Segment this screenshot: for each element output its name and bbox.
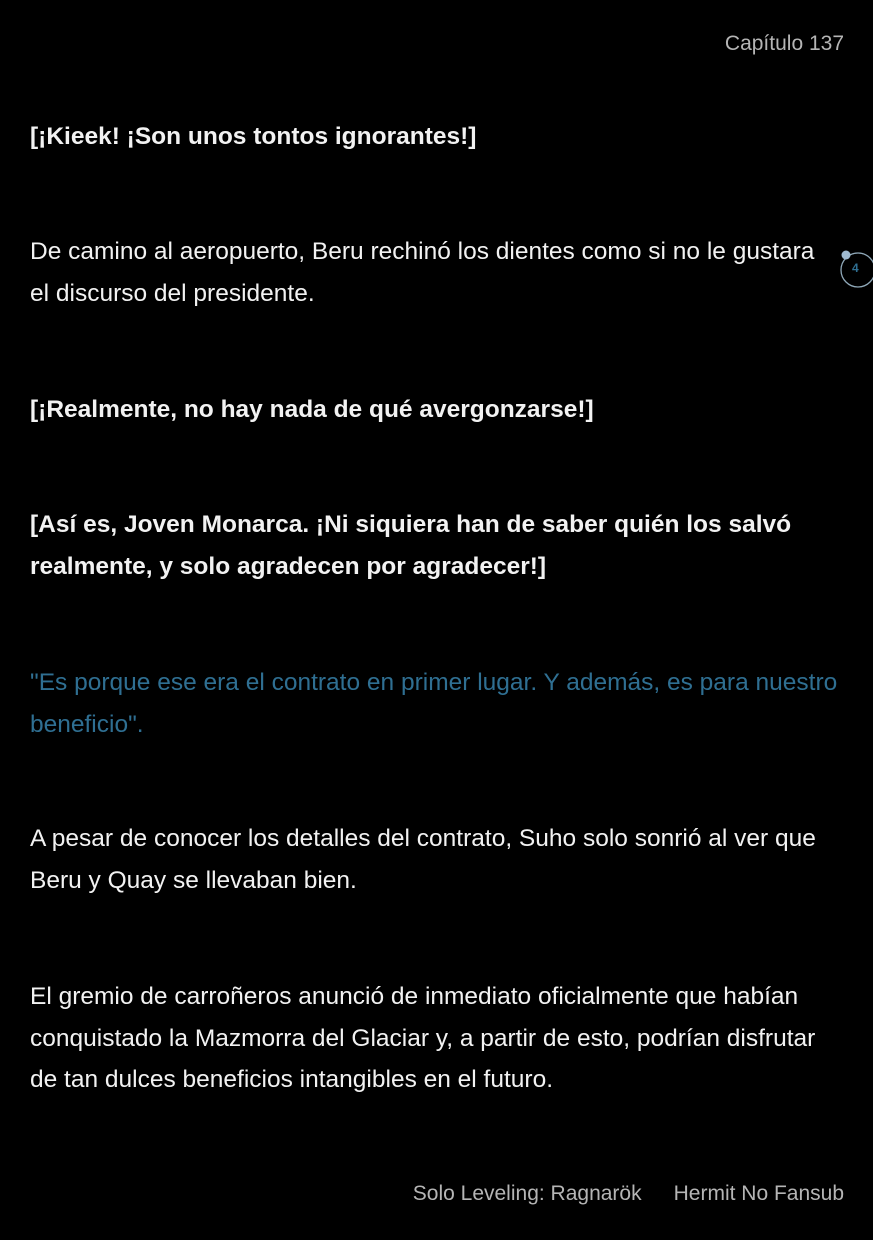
paragraph-dialogue: [¡Realmente, no hay nada de qué avergonzarse!]	[30, 396, 594, 423]
translator-group: Hermit No Fansub	[673, 1182, 844, 1205]
paragraph-narration: De camino al aeropuerto, Beru rechinó los dientes como si no le gustara el discurso del presidente.	[30, 238, 815, 307]
paragraph-dialogue: [Así es, Joven Monarca. ¡Ni siquiera han de saber quién los salvó realmente, y solo agradecen por agradecer!]	[30, 511, 792, 580]
comment-count: 4	[852, 261, 859, 275]
paragraph-dialogue: [¡Kieek! ¡Son unos tontos ignorantes!]	[30, 123, 477, 150]
footer	[413, 1182, 844, 1206]
paragraph-quote: "Es porque ese era el contrato en primer lugar. Y además, es para nuestro beneficio".	[30, 669, 838, 738]
paragraph-narration: A pesar de conocer los detalles del contrato, Suho solo sonrió al ver que Beru y Quay se llevaban bien.	[30, 825, 816, 894]
chapter-label: Capítulo 137	[724, 32, 844, 55]
comment-marker[interactable]	[838, 250, 873, 288]
novel-title: Solo Leveling: Ragnarök	[412, 1182, 642, 1205]
paragraph-narration: El gremio de carroñeros anunció de inmediato oficialmente que habían conquistado la Mazmorra del Glaciar y, a partir de esto, podrían disfrutar de tan dulces beneficios intangibles en el futuro.	[30, 983, 816, 1093]
